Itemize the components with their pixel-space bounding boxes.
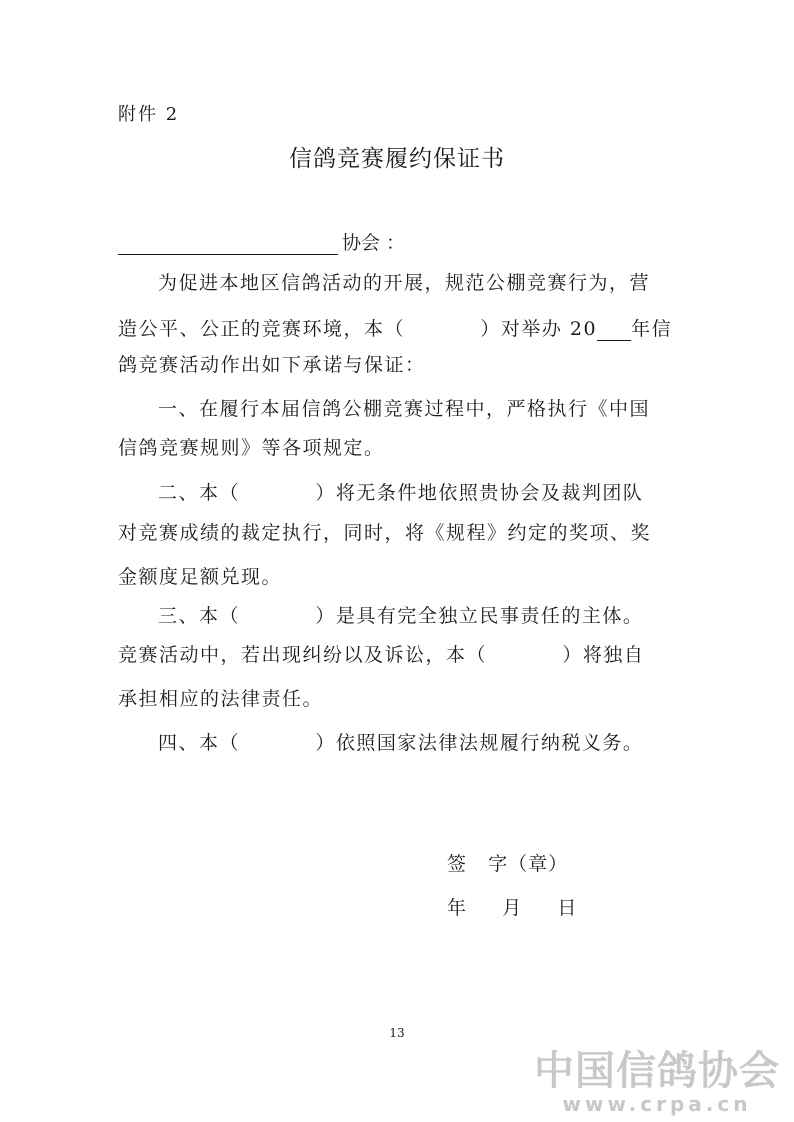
document-title: 信鸽竞赛履约保证书 — [289, 146, 505, 172]
watermark-logo — [534, 1050, 780, 1116]
paragraph-4-line-3: 承担相应的法律责任。 — [118, 688, 324, 710]
paragraph-4-line-2: 竞赛活动中，若出现纠纷以及诉讼，本（ ）将独自 — [118, 644, 645, 666]
paragraph-2-line-2: 信鸽竞赛规则》等各项规定。 — [118, 437, 385, 459]
paragraph-1-line-2-text: 造公平、公正的竞赛环境，本（ ）对举办 20 — [118, 318, 598, 340]
paragraph-5-line-1: 四、本（ ）依照国家法律法规履行纳税义务。 — [158, 732, 644, 754]
page-number: 13 — [389, 1026, 405, 1040]
year-blank — [597, 322, 631, 341]
paragraph-2-line-1: 一、在履行本届信鸽公棚竞赛过程中，严格执行《中国 — [158, 398, 651, 420]
paragraph-3-line-3: 金额度足额兑现。 — [118, 566, 283, 588]
signature-label: 签 字（章） — [447, 853, 569, 875]
paragraph-4-line-1: 三、本（ ）是具有完全独立民事责任的主体。 — [158, 605, 644, 627]
paragraph-3-line-1: 二、本（ ）将无条件地依照贵协会及裁判团队 — [158, 482, 644, 504]
addressee-line — [118, 228, 405, 255]
addressee-blank — [118, 232, 338, 255]
date-label: 年 月 日 — [447, 897, 578, 919]
watermark-url: www.crpa.cn — [562, 1092, 752, 1116]
paragraph-1-line-1: 为促进本地区信鸽活动的开展，规范公棚竞赛行为，营 — [158, 272, 651, 294]
paragraph-3-line-2: 对竞赛成绩的裁定执行，同时，将《规程》约定的奖项、奖 — [118, 522, 652, 544]
paragraph-1-line-2-end: 年信 — [631, 318, 673, 340]
paragraph-1-line-2 — [118, 314, 672, 341]
attachment-label: 附件 2 — [118, 104, 180, 125]
addressee-suffix: 协会 ： — [342, 232, 406, 254]
paragraph-1-line-3: 鸽竞赛活动作出如下承诺与保证： — [118, 354, 426, 376]
watermark-name: 中国信鸽协会 — [534, 1048, 780, 1094]
